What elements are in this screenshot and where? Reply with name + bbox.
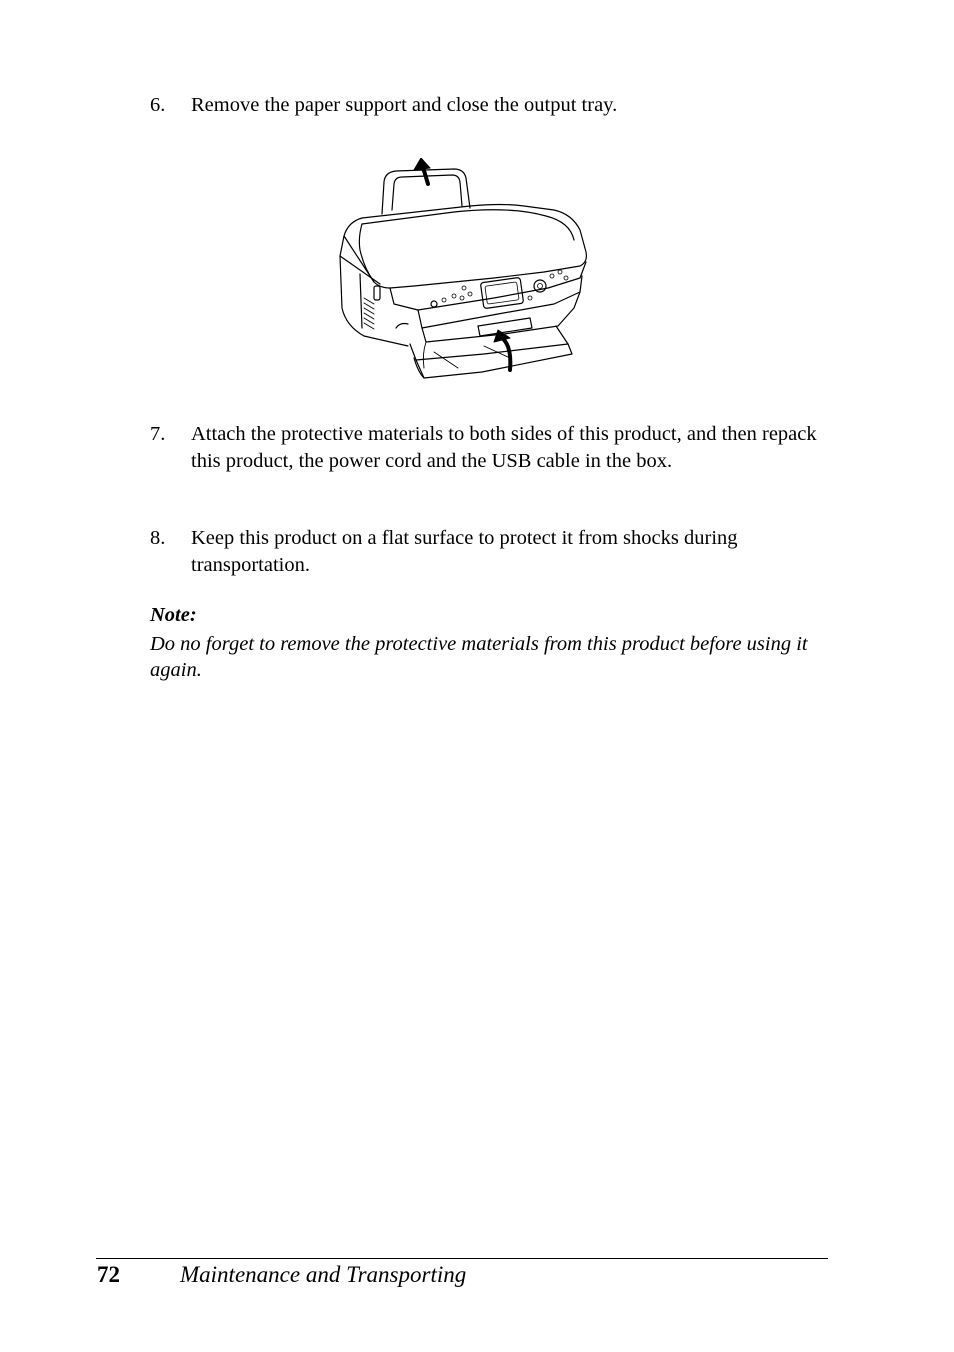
section-title: Maintenance and Transporting	[180, 1262, 467, 1287]
note-body: Do no forget to remove the protective materials from this product before using it again.	[150, 633, 808, 681]
footer-divider	[96, 1258, 828, 1259]
note-title: Note:	[150, 604, 197, 626]
step-number: 8.	[150, 527, 166, 549]
step-6	[150, 92, 830, 119]
step-text: Keep this product on a flat surface to protect it from shocks during transportation.	[191, 527, 738, 576]
step-number: 7.	[150, 423, 166, 445]
page-number: 72	[97, 1262, 120, 1287]
step-text: Remove the paper support and close the output tray.	[191, 94, 618, 116]
step-8	[150, 525, 830, 578]
step-text: Attach the protective materials to both sides of this product, and then repack this product, the power cord and the USB cable in the box.	[191, 423, 817, 472]
printer-illustration	[334, 158, 590, 384]
step-7	[150, 421, 830, 474]
step-number: 6.	[150, 94, 166, 116]
